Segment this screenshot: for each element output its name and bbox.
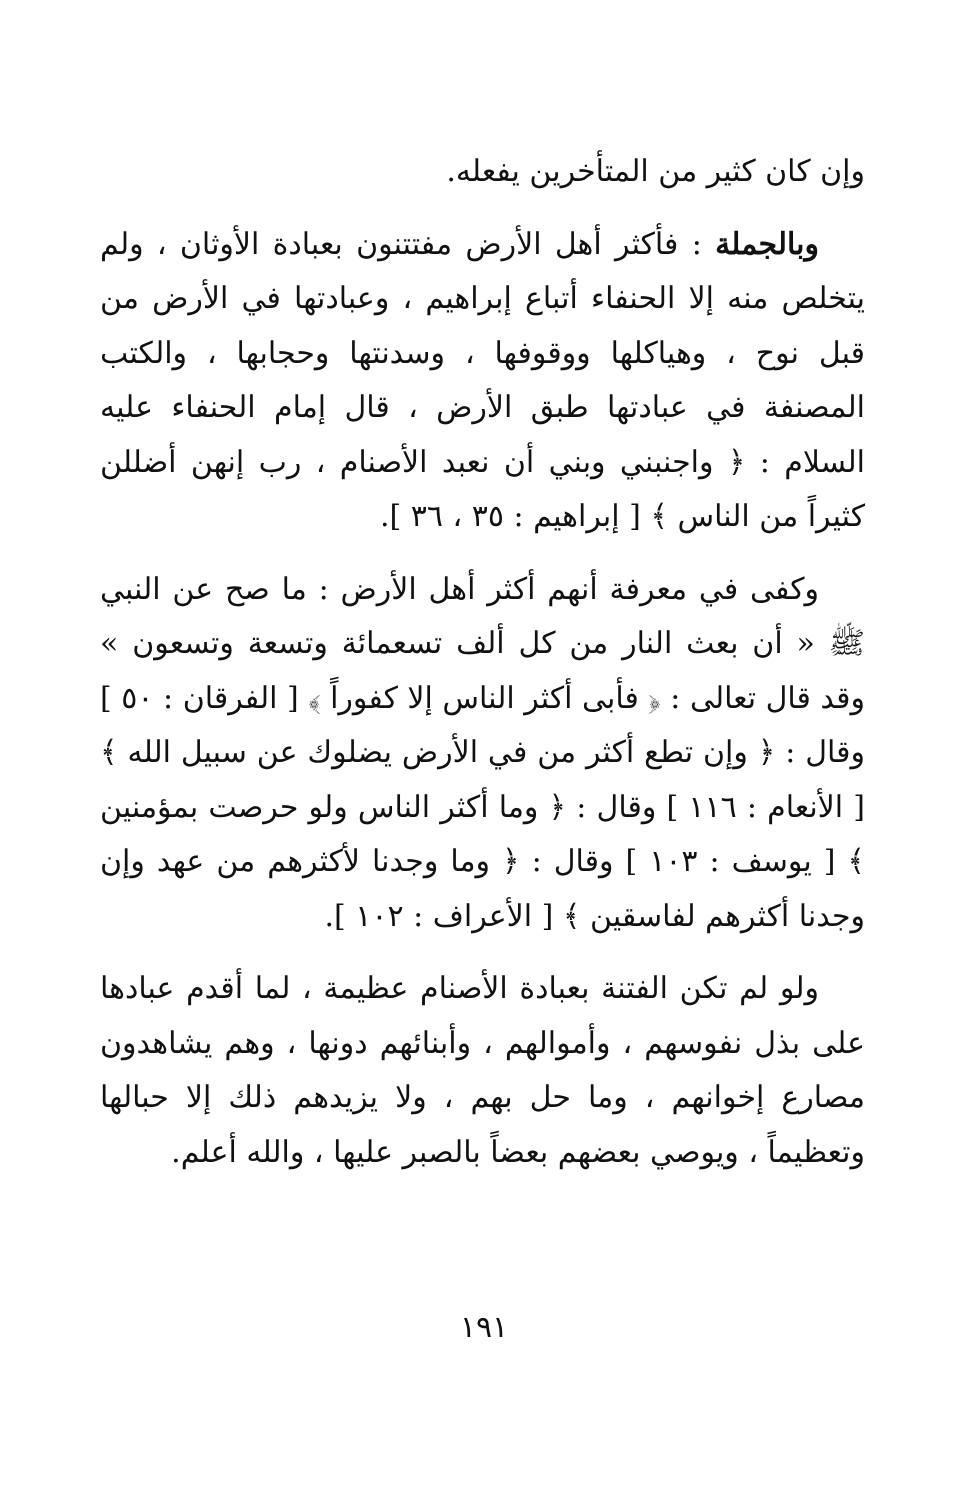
paragraph-3: وكفى في معرفة أنهم أكثر أهل الأرض : ما صح عن النبي ﷺ « أن بعث النار من كل ألف تسعمائة وتسعة وتسعون » وقد قال تعالى : ﴿ فأبى أكثر الناس إلا كفوراً ﴾ [ الفرقان : ٥٠ ] وقال : ﴿ وإن تطع أكثر من في الأرض يضلوك عن سبيل الله ﴾ [ الأنعام : ١١٦ ] وقال : ﴿ وما أكثر الناس ولو حرصت بمؤمنين ﴾ [ يوسف : ١٠٣ ] وقال : ﴿ وما وجدنا لأكثرهم من عهد وإن وجدنا أكثرهم لفاسقين ﴾ [ الأعراف : ١٠٢ ]. (100, 571, 866, 934)
page-body (100, 145, 865, 1180)
paragraph-4: ولو لم تكن الفتنة بعبادة الأصنام عظيمة ، لما أقدم عبادها على بذل نفوسهم ، وأموالهم ، وأبنائهم دونها ، وهم يشاهدون مصارع إخوانهم ، وما حل بهم ، ولا يزيدهم ذلك إلا حبالها وتعظيماً ، ويوصي بعضهم بعضاً بالصبر عليها ، والله أعلم. (100, 971, 865, 1170)
paragraph-2 (100, 218, 865, 545)
paragraph-2-body: : فأكثر أهل الأرض مفتتنون بعبادة الأوثان ، ولم يتخلص منه إلا الحنفاء أتباع إبراهيم ، وعبادتها في الأرض من قبل نوح ، وهياكلها ووقوفها ، وسدنتها وحجابها ، والكتب المصنفة في عبادتها طبق الأرض ، قال إمام الحنفاء عليه السلام : ﴿ واجنبني وبني أن نعبد الأصنام ، رب إنهن أضللن كثيراً من الناس ﴾ [ إبراهيم : ٣٥ ، ٣٦ ]. (100, 226, 865, 534)
paragraph-1: وإن كان كثير من المتأخرين يفعله. (446, 154, 865, 189)
paragraph-2-lead: وبالجملة (715, 226, 819, 262)
page-number: ١٩١ (459, 1310, 509, 1345)
